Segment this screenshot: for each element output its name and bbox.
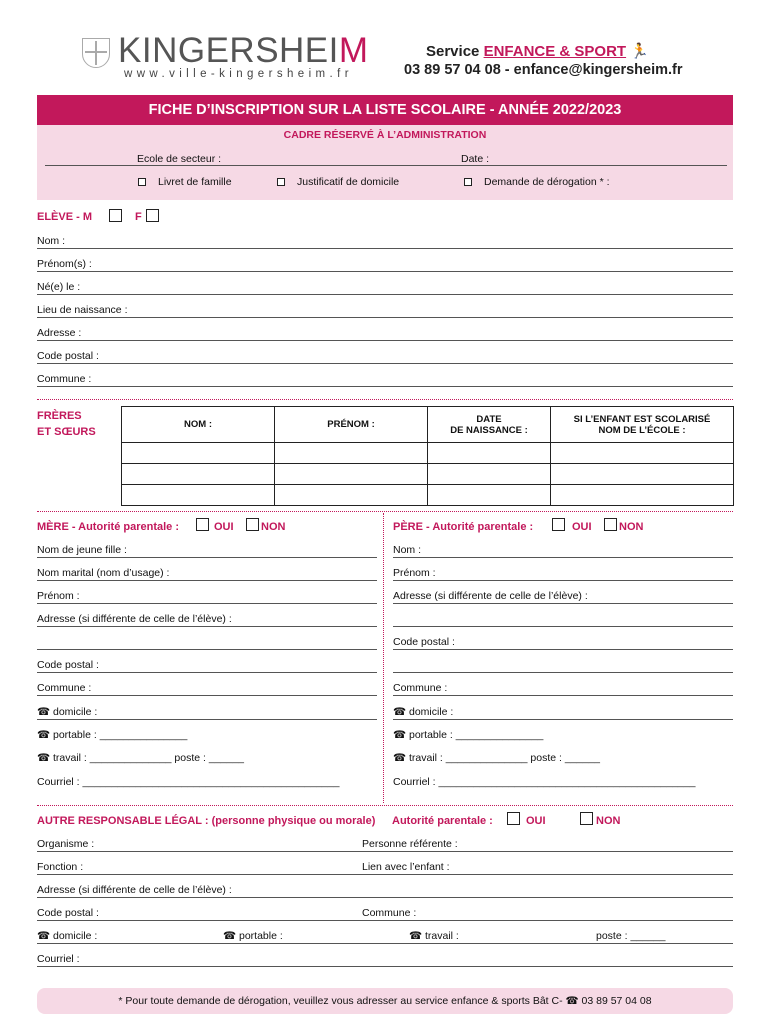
field-line xyxy=(393,580,733,581)
mere-title: MÈRE - Autorité parentale : xyxy=(37,521,179,533)
autre-adresse-label: Adresse (si différente de celle de l’élève) : xyxy=(37,884,232,896)
autre-cp-label: Code postal : xyxy=(37,907,99,919)
admin-title: CADRE RÉSERVÉ À L’ADMINISTRATION xyxy=(283,129,487,141)
field-line xyxy=(37,248,733,249)
date-label: Date : xyxy=(461,153,490,165)
autre-title: AUTRE RESPONSABLE LÉGAL : (personne physique ou morale) xyxy=(37,815,376,827)
eleve-field-label: Adresse : xyxy=(37,327,82,339)
livret-label: Livret de famille xyxy=(158,176,232,188)
eleve-field-label: Commune : xyxy=(37,373,92,385)
autre-commune-label: Commune : xyxy=(362,907,417,919)
field-line xyxy=(37,695,377,696)
ecole-label: Ecole de secteur : xyxy=(137,153,222,165)
pere-title: PÈRE - Autorité parentale : xyxy=(393,521,534,533)
field-line xyxy=(393,603,733,604)
divider xyxy=(37,511,733,512)
autre-travail-label: ☎ travail : xyxy=(409,930,459,942)
mere-travail-label: ☎ travail : ______________ poste : ______ xyxy=(37,752,244,764)
mere-nom-jeune-fille-label: Nom de jeune fille : xyxy=(37,544,127,556)
pere-prenom-label: Prénom : xyxy=(393,567,436,579)
pere-oui-label: OUI xyxy=(572,521,592,533)
divider xyxy=(37,805,733,806)
eleve-field-label: Prénom(s) : xyxy=(37,258,92,270)
livret-checkbox[interactable] xyxy=(138,178,146,186)
autre-portable-label: ☎ portable : xyxy=(223,930,283,942)
eleve-title: ELÈVE - M xyxy=(37,211,93,223)
mere-oui-checkbox[interactable] xyxy=(196,518,209,531)
table-row xyxy=(122,464,734,485)
pere-oui-checkbox[interactable] xyxy=(552,518,565,531)
field-line xyxy=(37,271,733,272)
col-date: DATE DE NAISSANCE : xyxy=(428,407,551,443)
pere-non-label: NON xyxy=(619,521,644,533)
pere-adresse-label: Adresse (si différente de celle de l’élève) : xyxy=(393,590,588,602)
field-line xyxy=(37,317,733,318)
derog-checkbox[interactable] xyxy=(464,178,472,186)
autre-autorite-label: Autorité parentale : xyxy=(392,815,493,827)
admin-line xyxy=(45,165,727,166)
pere-travail-label: ☎ travail : ______________ poste : ______ xyxy=(393,752,600,764)
field-line xyxy=(393,695,733,696)
pere-commune-label: Commune : xyxy=(393,682,448,694)
autre-poste-label: poste : ______ xyxy=(596,930,666,942)
table-row xyxy=(122,485,734,506)
eleve-field-label: Lieu de naissance : xyxy=(37,304,128,316)
column-divider xyxy=(383,513,384,803)
autre-courriel-label: Courriel : xyxy=(37,953,80,965)
field-line xyxy=(37,386,733,387)
gender-m-checkbox[interactable] xyxy=(109,209,122,222)
justif-label: Justificatif de domicile xyxy=(297,176,400,188)
field-line xyxy=(393,626,733,627)
personne-label: Personne référente : xyxy=(362,838,458,850)
field-line xyxy=(37,580,377,581)
eleve-field-label: Nom : xyxy=(37,235,66,247)
pere-courriel-label: Courriel : ____________________________________________ xyxy=(393,776,696,788)
mere-nom-marital-label: Nom marital (nom d’usage) : xyxy=(37,567,170,579)
contact-info: 03 89 57 04 08 - enfance@kingersheim.fr xyxy=(404,62,683,78)
mere-adresse-label: Adresse (si différente de celle de l’élève) : xyxy=(37,613,232,625)
runner-icon: 🏃 xyxy=(630,43,649,60)
field-line xyxy=(37,363,733,364)
field-line xyxy=(37,340,733,341)
autre-domicile-label: ☎ domicile : xyxy=(37,930,98,942)
field-line xyxy=(37,851,733,852)
pere-portable-label: ☎ portable : _______________ xyxy=(393,729,544,741)
gender-f-checkbox[interactable] xyxy=(146,209,159,222)
fonction-label: Fonction : xyxy=(37,861,84,873)
field-line xyxy=(37,603,377,604)
mere-cp-label: Code postal : xyxy=(37,659,99,671)
autre-oui-label: OUI xyxy=(526,815,546,827)
autre-oui-checkbox[interactable] xyxy=(507,812,520,825)
mere-portable-label: ☎ portable : _______________ xyxy=(37,729,188,741)
field-line xyxy=(37,966,733,967)
col-nom: NOM : xyxy=(122,407,275,443)
mere-non-checkbox[interactable] xyxy=(246,518,259,531)
derog-label: Demande de dérogation * : xyxy=(484,176,610,188)
field-line xyxy=(37,897,733,898)
service-name: Service ENFANCE & SPORT 🏃 xyxy=(426,43,649,60)
logo-wordmark: KINGERSHEIM xyxy=(118,31,369,70)
siblings-title-1: FRÈRES xyxy=(37,410,82,422)
col-prenom: PRÉNOM : xyxy=(275,407,428,443)
gender-f-label: F xyxy=(135,211,142,223)
organisme-label: Organisme : xyxy=(37,838,95,850)
pere-non-checkbox[interactable] xyxy=(604,518,617,531)
pere-cp-label: Code postal : xyxy=(393,636,455,648)
table-row xyxy=(122,443,734,464)
mere-non-label: NON xyxy=(261,521,286,533)
pere-domicile-label: ☎ domicile : xyxy=(393,706,454,718)
field-line xyxy=(37,294,733,295)
field-line xyxy=(37,874,733,875)
divider xyxy=(37,399,733,400)
justif-checkbox[interactable] xyxy=(277,178,285,186)
lien-label: Lien avec l’enfant : xyxy=(362,861,450,873)
field-line xyxy=(37,626,377,627)
siblings-title-2: ET SŒURS xyxy=(37,426,96,438)
mere-courriel-label: Courriel : ____________________________________________ xyxy=(37,776,340,788)
field-line xyxy=(37,649,377,650)
mere-prenom-label: Prénom : xyxy=(37,590,80,602)
field-line xyxy=(37,557,377,558)
autre-non-label: NON xyxy=(596,815,621,827)
field-line xyxy=(393,719,733,720)
siblings-table xyxy=(121,406,734,506)
eleve-field-label: Né(e) le : xyxy=(37,281,81,293)
eleve-field-label: Code postal : xyxy=(37,350,99,362)
field-line xyxy=(393,649,733,650)
autre-non-checkbox[interactable] xyxy=(580,812,593,825)
mere-commune-label: Commune : xyxy=(37,682,92,694)
field-line xyxy=(37,672,377,673)
field-line xyxy=(37,943,733,944)
city-crest-icon xyxy=(82,38,110,68)
mere-oui-label: OUI xyxy=(214,521,234,533)
field-line xyxy=(37,920,733,921)
field-line xyxy=(37,719,377,720)
pere-nom-label: Nom : xyxy=(393,544,422,556)
footer-note: * Pour toute demande de dérogation, veuillez vous adresser au service enfance & sports Bât C- ☎ 03 89 57 04 08 xyxy=(37,988,733,1014)
col-ecole: SI L’ENFANT EST SCOLARISÉ NOM DE L’ÉCOLE : xyxy=(551,407,734,443)
field-line xyxy=(393,672,733,673)
mere-domicile-label: ☎ domicile : xyxy=(37,706,98,718)
field-line xyxy=(393,557,733,558)
website-url: www.ville-kingersheim.fr xyxy=(124,68,353,80)
form-title: FICHE D’INSCRIPTION SUR LA LISTE SCOLAIRE - ANNÉE 2022/2023 xyxy=(37,95,733,125)
